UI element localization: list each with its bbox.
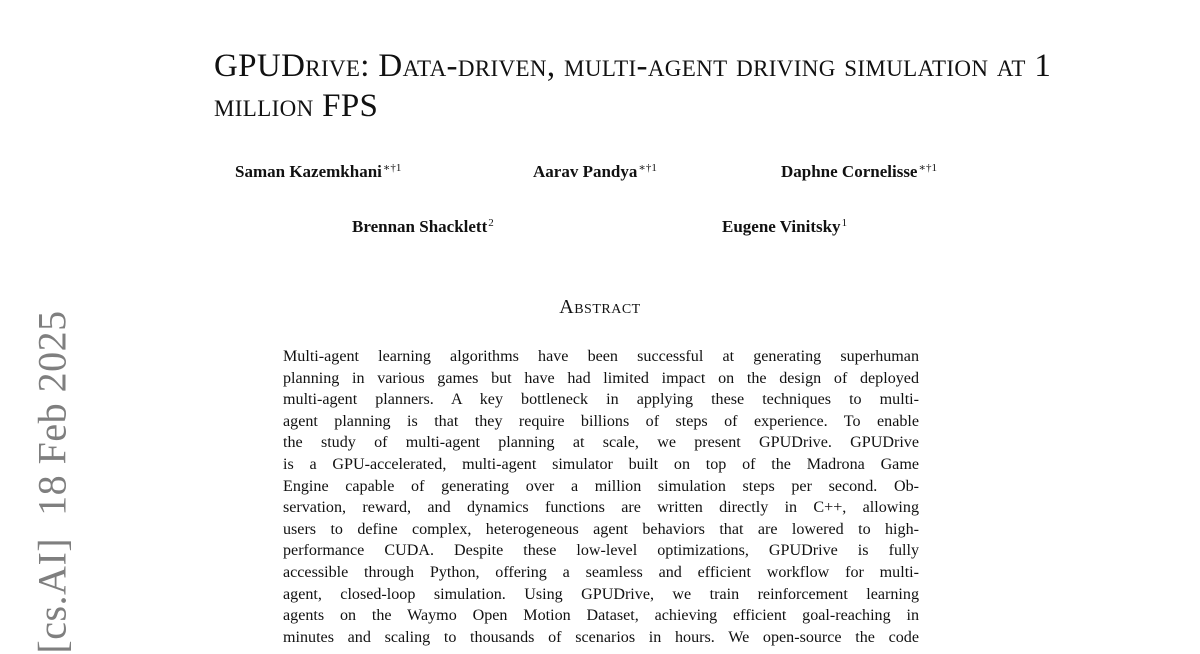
arxiv-sidebar-stamp xyxy=(29,310,76,653)
abstract-line: servation, reward, and dynamics functions are written directly in C++, allowing xyxy=(283,499,919,517)
abstract-line: accessible through Python, offering a seamless and efficient workflow for multi- xyxy=(283,563,919,581)
author-name: Eugene Vinitsky$^1$ xyxy=(722,217,848,236)
abstract-line: agents on the Waymo Open Motion Dataset, achieving efficient goal-reaching in xyxy=(283,607,919,625)
abstract-line: planning in various games but have had limited impact on the design of deployed xyxy=(283,369,919,387)
arxiv-category: [cs.AI] xyxy=(29,537,75,654)
paper-title: GPUDrive: Data-driven, multi-agent driving simulation at 1 million FPS xyxy=(214,48,1052,124)
author-row-1 xyxy=(0,161,1200,185)
abstract-body xyxy=(283,346,919,648)
author-name: Saman Kazemkhani$^{∗\dagger 1}$ xyxy=(235,162,402,181)
abstract-line: Multi-agent learning algorithms have been successful at generating superhuman xyxy=(283,348,919,365)
abstract-line: Engine capable of generating over a million simulation steps per second. Ob- xyxy=(283,477,919,495)
arxiv-date: 18 Feb 2025 xyxy=(29,310,75,516)
author-name: Aarav Pandya$^{∗\dagger 1}$ xyxy=(533,162,657,181)
abstract-line: agent planning is that they require billions of steps of experience. To enable xyxy=(283,412,919,430)
abstract-line: the study of multi-agent planning at scale, we present GPUDrive. GPUDrive xyxy=(283,434,919,452)
author-row-2 xyxy=(0,217,1200,241)
abstract-line: is a GPU-accelerated, multi-agent simulator built on top of the Madrona Game xyxy=(283,455,919,473)
abstract-line: minutes and scaling to thousands of scenarios in hours. We open-source the code xyxy=(283,628,919,646)
abstract-heading: Abstract xyxy=(559,296,641,318)
author-name: Brennan Shacklett$^2$ xyxy=(352,217,494,236)
abstract-line: performance CUDA. Despite these low-level optimizations, GPUDrive is fully xyxy=(283,542,919,560)
abstract-line: agent, closed-loop simulation. Using GPUDrive, we train reinforcement learning xyxy=(283,585,919,603)
abstract-line: users to define complex, heterogeneous agent behaviors that are lowered to high- xyxy=(283,520,919,538)
author-name: Daphne Cornelisse$^{∗\dagger 1}$ xyxy=(781,162,937,181)
abstract-line: multi-agent planners. A key bottleneck in applying these techniques to multi- xyxy=(283,391,919,409)
